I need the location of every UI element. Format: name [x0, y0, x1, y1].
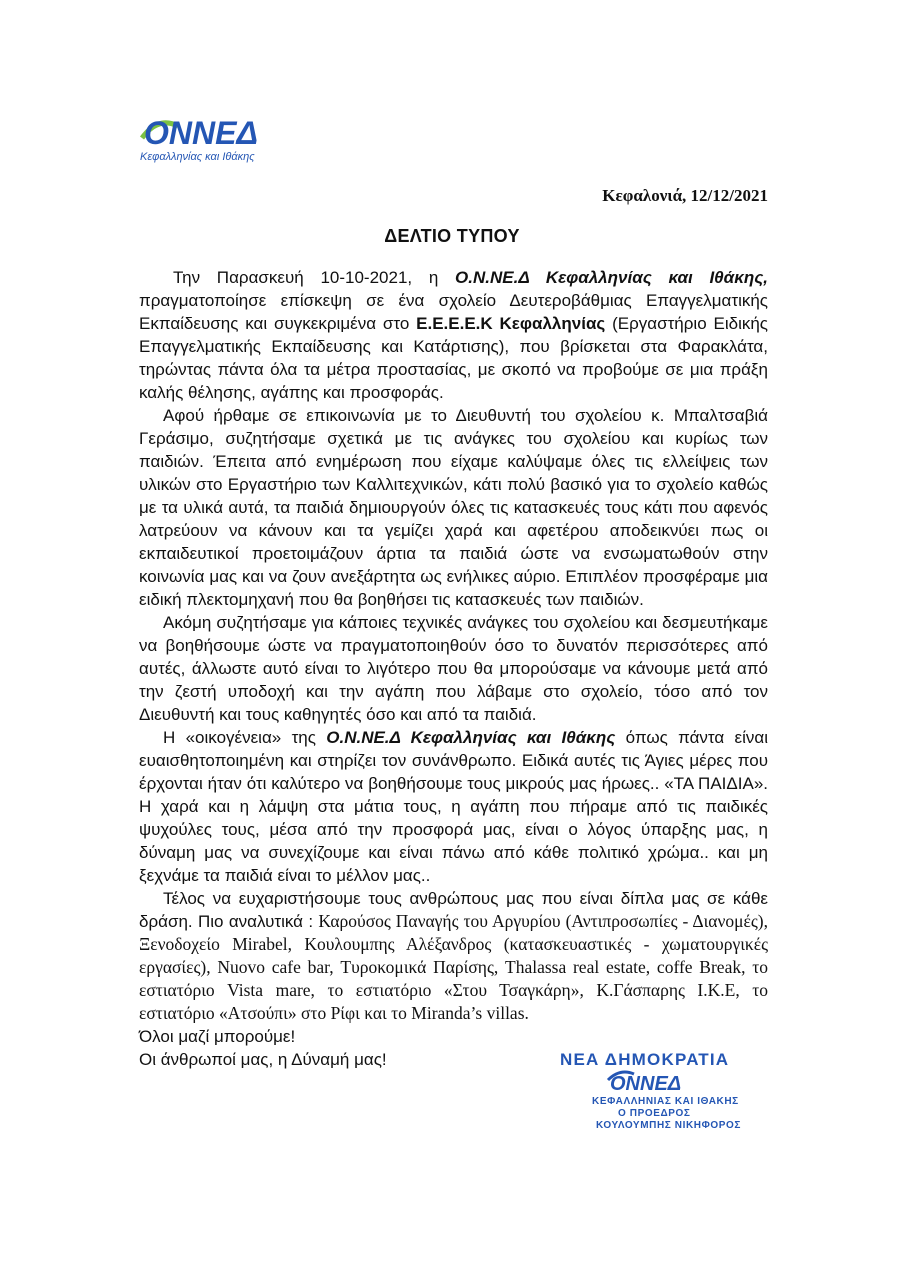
document-title: ΔΕΛΤΙΟ ΤΥΠΟΥ — [384, 226, 520, 246]
logo-subtitle: Κεφαλληνίας και Ιθάκης — [140, 151, 255, 163]
p4-text-b: όπως πάντα είναι ευαισθητοποιημένη και στηρίζει τον συνάνθρωπο. Ειδικά αυτές τις Άγιες μέρες που έρχονται ήταν ότι καλύτερο να βοηθήσουμε τους μικρούς μας ήρωες.. «ΤΑ ΠΑΙΔΙΑ». Η χαρά και η λάμψη στα μάτια τους, η αγάπη που πήραμε από τις παιδικές ψυχούλες τους, μέσα από την προσφορά μας, είναι ο λόγος ύπαρξης μας, η δύναμη μας να συνεχίζουμε και είναι πάνω από κάθε πολιτικό χρώμα.. και μη ξεχνάμε τα παιδιά είναι το μέλλον μας.. — [139, 728, 769, 885]
paragraph-5 — [139, 887, 768, 1025]
closing-line-2: Οι άνθρωποί μας, η Δύναμή μας! — [139, 1050, 387, 1069]
p4-text-a: Η «οικογένεια» της — [163, 728, 327, 747]
closing-line-1: Όλοι μαζί μπορούμε! — [139, 1027, 296, 1046]
stamp-name: ΚΟΥΛΟΥΜΠΗΣ ΝΙΚΗΦΟΡΟΣ — [596, 1120, 742, 1131]
org-name: Ο.Ν.ΝΕ.Δ Κεφαλληνίας και Ιθάκης, — [455, 268, 768, 287]
document-date: Κεφαλονιά, 12/12/2021 — [602, 186, 768, 205]
stamp-party: ΝΕΑ ΔΗΜΟΚΡΑΤΙΑ — [560, 1050, 730, 1069]
paragraph-2: Αφού ήρθαμε σε επικοινωνία με το Διευθυντή του σχολείου κ. Μπαλτσαβιά Γεράσιμο, συζητήσαμε σχετικά με τις ανάγκες του σχολείου και κυρίως των παιδιών. Έπειτα από ενημέρωση που είχαμε καλύψαμε όλες τις ελλείψεις των υλικών στο Εργαστήριο των Καλλιτεχνικών, κάτι πολύ βασικό για το σχολείο καθώς με τα υλικά αυτά, τα παιδιά δημιουργούν όλες τις κατασκευές τους κάτι που αφενός λατρεύουν να κάνουν και τα γεμίζει χαρά και αφετέρου αποδεικνύει πως οι εκπαιδευτικοί προετοιμάζουν άρτια τα παιδιά ώστε να ενσωματωθούν στην κοινωνία μας και να ζουν ανεξάρτητα ως ενήλικες αύριο. Επιπλέον προσφέραμε μια ειδική πλεκτομηχανή που θα βοηθήσει τις κατασκευές των παιδιών. — [139, 406, 768, 609]
p5-text-a: Τέλος να ευχαριστήσουμε τους ανθρώπους μας που είναι δίπλα μας σε κάθε δράση. Πιο αναλυτικά : — [139, 889, 768, 931]
school-name: Ε.Ε.Ε.Ε.Κ Κεφαλληνίας — [416, 314, 606, 333]
paragraph-1 — [139, 266, 768, 404]
closing — [139, 1025, 387, 1071]
stamp-org: ΟΝΝΕΔ — [610, 1073, 682, 1094]
p1-text-a: Την Παρασκευή 10-10-2021, η — [173, 268, 456, 287]
p1-text-b: πραγματοποίησε επίσκεψη σε ένα σχολείο Δευτεροβάθμιας Επαγγελματικής Εκπαίδευσης και συγκεκριμένα στο — [139, 291, 768, 333]
document-body — [139, 266, 768, 1025]
paragraph-3: Ακόμη συζητήσαμε για κάποιες τεχνικές ανάγκες του σχολείου και δεσμευτήκαμε να βοηθήσουμε ώστε να πραγματοποιηθούν όσο το δυνατόν περισσότερες από αυτές, άλλωστε αυτό είναι το λιγότερο που θα μπορούσαμε να κάνουμε μετά από την ζεστή υποδοχή και την αγάπη που λάβαμε στο σχολείο, τόσο από τον Διευθυντή και τους καθηγητές όσο και από τα παιδιά. — [139, 613, 768, 724]
sponsors-list: Καρούσος Παναγής του Αργυρίου (Αντιπροσωπίες - Διανομές), Ξενοδοχείο Mirabel, Κουλουμπης Αλέξανδρος (κατασκευαστικές - χωματουργικές εργασίες), Nuovo cafe bar, Τυροκομικά Παρίσης, Thalassa real estate, coffe Break, το εστιατόριο Vista mare, το εστιατόριο «Στου Τσαγκάρη», Κ.Γάσπαρης Ι.Κ.Ε, το εστιατόριο «Ατσούπι» στο Ρίφι και το Miranda’s villas. — [139, 911, 768, 1023]
stamp-logo — [606, 1068, 696, 1094]
org-name: Ο.Ν.ΝΕ.Δ Κεφαλληνίας και Ιθάκης — [326, 728, 616, 747]
stamp-region: ΚΕΦΑΛΛΗΝΙΑΣ ΚΑΙ ΙΘΑΚΗΣ — [592, 1096, 739, 1107]
paragraph-4 — [139, 726, 768, 887]
signature-stamp — [548, 1050, 758, 1140]
logo-text: ΟΝΝΕΔ — [144, 115, 258, 151]
stamp-role: Ο ΠΡΟΕΔΡΟΣ — [618, 1108, 691, 1119]
p1-text-c: (Εργαστήριο Ειδικής Επαγγελματικής Εκπαίδευσης και Κατάρτισης), που βρίσκεται στα Φαρακλάτα, τηρώντας πάντα όλα τα μέτρα προστασίας, με σκοπό να προβούμε σε μια πράξη καλής θέλησης, αγάπης και προσφοράς. — [139, 314, 768, 402]
onned-logo — [138, 112, 288, 168]
